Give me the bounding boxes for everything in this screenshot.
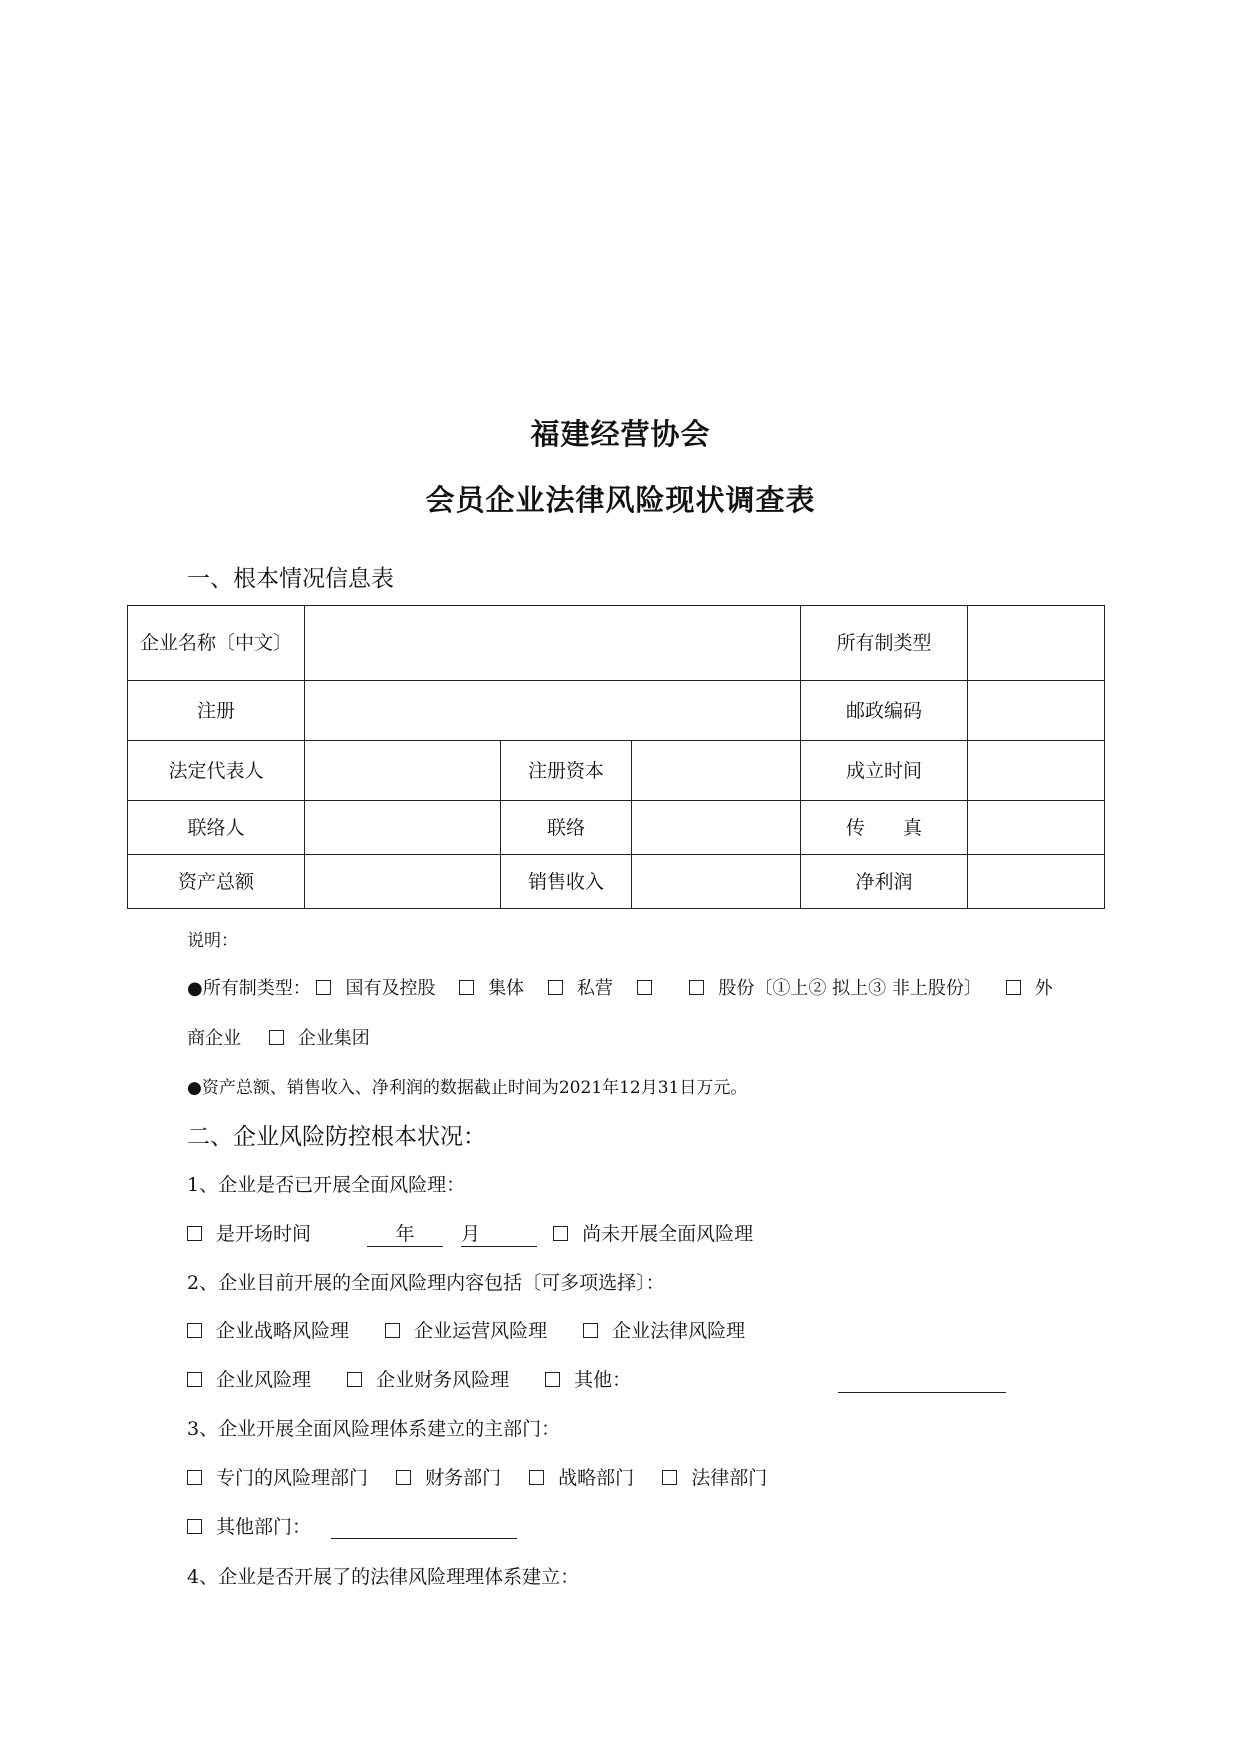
q2-text: 2、企业目前开展的全面风险理内容包括〔可多项选择〕：: [187, 1272, 665, 1294]
contact-person-label: 联络人: [128, 801, 305, 855]
option-label: 企业财务风险理: [376, 1369, 510, 1391]
sales-revenue-label: 销售收入: [501, 855, 632, 909]
option-label: 集体: [488, 978, 525, 999]
checkbox[interactable]: [459, 980, 474, 995]
option-label: 企业风险理: [216, 1369, 312, 1391]
checkbox[interactable]: [187, 1226, 202, 1241]
checkbox[interactable]: [689, 980, 704, 995]
q3-other-field[interactable]: [331, 1516, 517, 1539]
net-profit-label: 净利润: [801, 855, 968, 909]
year-field[interactable]: [367, 1219, 443, 1247]
contact-field[interactable]: [632, 801, 801, 855]
table-row: [128, 741, 1105, 801]
q1-start-label: 是开场时间: [216, 1223, 312, 1245]
month-field[interactable]: [461, 1219, 537, 1247]
option-label: 企业法律风险理: [612, 1320, 746, 1342]
form-subtitle: 会员企业法律风险现状调查表: [425, 483, 816, 517]
table-row: [128, 606, 1105, 681]
table-row: [128, 681, 1105, 741]
sales-revenue-field[interactable]: [632, 855, 801, 909]
net-profit-field[interactable]: [968, 855, 1105, 909]
checkbox[interactable]: [187, 1323, 202, 1338]
option-label: 财务部门: [425, 1467, 502, 1489]
checkbox[interactable]: [529, 1470, 544, 1485]
contact-person-field[interactable]: [305, 801, 501, 855]
checkbox[interactable]: [637, 980, 652, 995]
table-row: [128, 855, 1105, 909]
checkbox[interactable]: [316, 980, 331, 995]
form-title: 福建经营协会: [530, 417, 711, 451]
ownership-options-line: [187, 974, 1053, 1000]
registration-label: 注册: [128, 681, 305, 741]
ownership-options-line-cont: [187, 1024, 370, 1050]
option-label: 企业运营风险理: [414, 1320, 548, 1342]
ownership-cont-text: 商企业: [187, 1028, 241, 1049]
q3-other-label: 其他部门：: [216, 1516, 312, 1538]
legal-rep-field[interactable]: [305, 741, 501, 801]
fax-label: 传 真: [801, 801, 968, 855]
option-label: 国有及控股: [345, 978, 436, 999]
option-label: 股份〔①上② 拟上③ 非上股份〕: [718, 978, 982, 999]
option-label: 专门的风险理部门: [216, 1467, 369, 1489]
registration-field[interactable]: [305, 681, 801, 741]
checkbox[interactable]: [187, 1470, 202, 1485]
section2-heading: 二、企业风险防控根本状况：: [187, 1124, 486, 1150]
checkbox[interactable]: [347, 1372, 362, 1387]
q4-text: 4、企业是否开展了的法律风险理理体系建立：: [187, 1566, 580, 1588]
option-label: 企业集团: [297, 1028, 370, 1049]
total-assets-field[interactable]: [305, 855, 501, 909]
ownership-type-label: 所有制类型: [801, 606, 968, 681]
table-row: [128, 801, 1105, 855]
q1-text: 1、企业是否已开展全面风险理：: [187, 1174, 466, 1196]
checkbox[interactable]: [269, 1030, 284, 1045]
checkbox[interactable]: [385, 1323, 400, 1338]
option-label: 外: [1034, 978, 1053, 999]
q3-text: 3、企业开展全面风险理体系建立的主部门：: [187, 1418, 561, 1440]
ownership-type-field[interactable]: [968, 606, 1105, 681]
q2-options-row1: [187, 1316, 775, 1343]
data-note: ●资产总额、销售收入、净利润的数据截止时间为2021年12月31日万元。: [187, 1078, 748, 1098]
option-label: 战略部门: [558, 1467, 635, 1489]
postal-code-label: 邮政编码: [801, 681, 968, 741]
option-label: 私营: [576, 978, 613, 999]
established-field[interactable]: [968, 741, 1105, 801]
checkbox[interactable]: [662, 1470, 677, 1485]
company-name-label: 企业名称〔中文〕: [128, 606, 305, 681]
contact-label: 联络: [501, 801, 632, 855]
basic-info-table: [127, 605, 1105, 909]
year-label: 年: [395, 1223, 415, 1245]
checkbox[interactable]: [396, 1470, 411, 1485]
checkbox[interactable]: [187, 1372, 202, 1387]
q2-options-row2: [187, 1365, 661, 1392]
notes-title: 说明：: [187, 931, 238, 951]
q3-options-row1: [187, 1463, 767, 1490]
total-assets-label: 资产总额: [128, 855, 305, 909]
checkbox[interactable]: [553, 1226, 568, 1241]
checkbox[interactable]: [187, 1519, 202, 1534]
registered-capital-field[interactable]: [632, 741, 801, 801]
q2-other-field[interactable]: [838, 1392, 1006, 1393]
q3-other-row: [187, 1512, 517, 1539]
company-name-field[interactable]: [305, 606, 801, 681]
q1-options: [187, 1219, 753, 1247]
checkbox[interactable]: [548, 980, 563, 995]
postal-code-field[interactable]: [968, 681, 1105, 741]
legal-rep-label: 法定代表人: [128, 741, 305, 801]
section1-heading: 一、根本情况信息表: [187, 566, 394, 592]
registered-capital-label: 注册资本: [501, 741, 632, 801]
option-label: 企业战略风险理: [216, 1320, 350, 1342]
checkbox[interactable]: [545, 1372, 560, 1387]
option-label: 其他：: [574, 1369, 632, 1391]
checkbox[interactable]: [583, 1323, 598, 1338]
ownership-prefix: ●所有制类型：: [187, 978, 311, 999]
fax-field[interactable]: [968, 801, 1105, 855]
option-label: 法律部门: [691, 1467, 768, 1489]
checkbox[interactable]: [1006, 980, 1021, 995]
q1-not-label: 尚未开展全面风险理: [582, 1223, 754, 1245]
month-label: 月: [461, 1223, 481, 1245]
established-label: 成立时间: [801, 741, 968, 801]
